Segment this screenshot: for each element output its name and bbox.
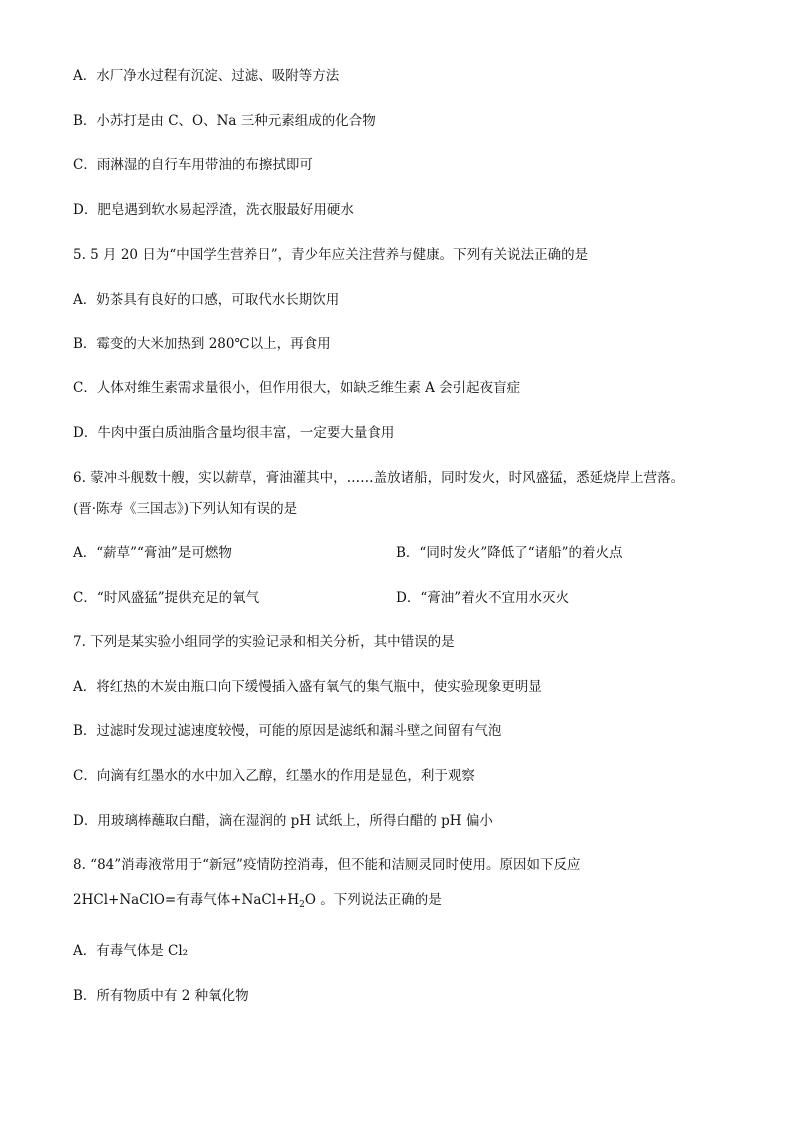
q6-option-b: B．“同时发火”降低了“诸船”的着火点 bbox=[396, 545, 623, 561]
q4-option-b: B．小苏打是由 C、O、Na 三种元素组成的化合物 bbox=[73, 113, 376, 129]
q7-option-d: D．用玻璃棒蘸取白醋，滴在湿润的 pH 试纸上，所得白醋的 pH 偏小 bbox=[73, 813, 493, 829]
q8-equation bbox=[73, 890, 442, 910]
q8-option-b: B．所有物质中有 2 种氧化物 bbox=[73, 988, 249, 1004]
q6-option-a: A．“薪草”“膏油”是可燃物 bbox=[73, 545, 232, 561]
q7-option-a: A．将红热的木炭由瓶口向下缓慢插入盛有氧气的集气瓶中，使实验现象更明显 bbox=[73, 679, 542, 695]
q4-option-a: A．水厂净水过程有沉淀、过滤、吸附等方法 bbox=[73, 68, 340, 84]
q7-option-c: C．向滴有红墨水的水中加入乙醇，红墨水的作用是显色，利于观察 bbox=[73, 768, 475, 784]
q7-option-b: B．过滤时发现过滤速度较慢，可能的原因是滤纸和漏斗壁之间留有气泡 bbox=[73, 723, 502, 739]
q5-option-a: A．奶茶具有良好的口感，可取代水长期饮用 bbox=[73, 292, 340, 308]
q8-equation-main: 2HCl+NaClO=有毒气体+NaCl+H bbox=[73, 892, 300, 908]
q6-stem-line2: (晋·陈寿《三国志》)下列认知有误的是 bbox=[73, 501, 298, 517]
q8-stem-line1: 8. “84”消毒液常用于“新冠”疫情防控消毒，但不能和洁厕灵同时使用。原因如下反应 bbox=[73, 857, 581, 873]
q4-option-c: C．雨淋湿的自行车用带油的布擦拭即可 bbox=[73, 157, 313, 173]
q7-stem: 7. 下列是某实验小组同学的实验记录和相关分析，其中错误的是 bbox=[73, 634, 455, 650]
q5-stem: 5. 5 月 20 日为“中国学生营养日”，青少年应关注营养与健康。下列有关说法正确的是 bbox=[73, 247, 589, 263]
q4-option-d: D．肥皂遇到软水易起浮渣，洗衣服最好用硬水 bbox=[73, 202, 354, 218]
q8-equation-end: O 。下列说法正确的是 bbox=[304, 892, 442, 908]
q6-option-d: D．“膏油”着火不宜用水灭火 bbox=[396, 590, 570, 606]
q8-equation-subscript: 2 bbox=[299, 900, 305, 910]
q5-option-c: C．人体对维生素需求量很小，但作用很大，如缺乏维生素 A 会引起夜盲症 bbox=[73, 380, 521, 396]
q5-option-b: B．霉变的大米加热到 280℃以上，再食用 bbox=[73, 336, 331, 352]
q8-option-a: A．有毒气体是 Cl₂ bbox=[73, 943, 189, 959]
q6-stem-line1: 6. 蒙冲斗舰数十艘，实以薪草，膏油灌其中，……盖放诸船，同时发火，时风盛猛，悉延烧岸上营落。 bbox=[73, 470, 685, 486]
q6-option-c: C．“时风盛猛”提供充足的氧气 bbox=[73, 590, 260, 606]
q5-option-d: D．牛肉中蛋白质油脂含量均很丰富，一定要大量食用 bbox=[73, 425, 395, 441]
